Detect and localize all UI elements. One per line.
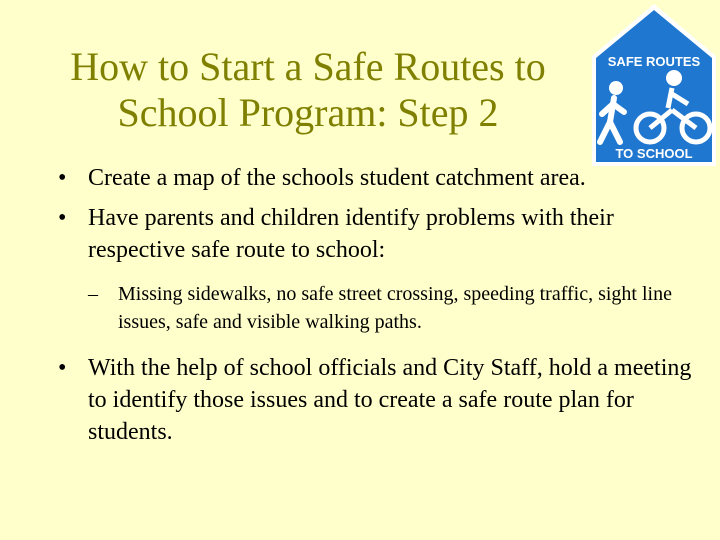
title-line-2: School Program: Step 2 bbox=[117, 90, 499, 135]
logo-bottom-text: TO SCHOOL bbox=[615, 146, 693, 161]
bullet-list bbox=[58, 162, 698, 456]
bullet-item bbox=[58, 202, 698, 266]
bullet-marker: • bbox=[58, 205, 67, 231]
logo-top-text: SAFE ROUTES bbox=[607, 54, 701, 69]
bullet-text: Have parents and children identify problems with their respective safe route to school: bbox=[88, 205, 614, 263]
sub-bullet-item bbox=[58, 280, 698, 336]
bullet-marker: • bbox=[58, 355, 67, 381]
bullet-text: Create a map of the schools student catchment area. bbox=[88, 165, 586, 191]
sub-bullet-text: Missing sidewalks, no safe street crossing, speeding traffic, sight line issues, safe and visible walking paths. bbox=[118, 283, 672, 333]
bullet-item bbox=[58, 162, 698, 194]
title-line-1: How to Start a Safe Routes to bbox=[70, 44, 546, 89]
bullet-text: With the help of school officials and City Staff, hold a meeting to identify those issues and to create a safe route plan for students. bbox=[88, 355, 692, 445]
bullet-marker: • bbox=[58, 165, 67, 191]
safe-routes-to-school-logo bbox=[588, 0, 720, 168]
sub-bullet-marker: – bbox=[88, 283, 98, 305]
slide-title bbox=[28, 44, 588, 136]
bullet-item bbox=[58, 352, 698, 448]
